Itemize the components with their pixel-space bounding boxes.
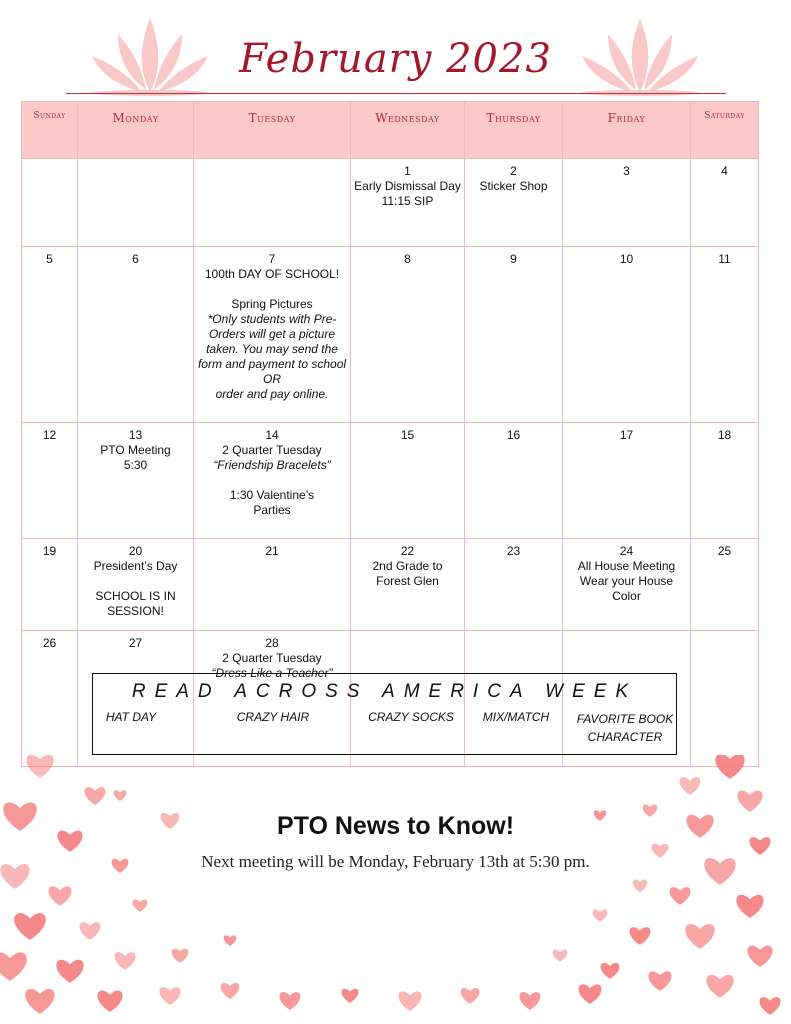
day-number: 28 <box>265 636 279 650</box>
day-number: 24 <box>619 544 634 558</box>
heart-shape <box>114 790 127 801</box>
event-text: *Only students with Pre- Orders will get a picture taken. You may send the form and payment to school OR order and pay online. <box>197 312 347 401</box>
day-cell <box>78 423 194 539</box>
week-row <box>22 539 759 631</box>
event-text: “Dress Like a Teacher” <box>211 666 333 680</box>
day-number: 21 <box>265 544 279 558</box>
heart-shape <box>159 987 180 1005</box>
weekday-monday: Monday <box>78 102 194 159</box>
heart-shape <box>629 927 650 945</box>
day-cell <box>22 539 78 631</box>
event-text: PTO Meeting 5:30 <box>100 443 171 472</box>
week-row <box>22 247 759 423</box>
day-number: 4 <box>721 164 728 178</box>
day-cell <box>351 423 465 539</box>
calendar-grid <box>21 101 759 767</box>
day-cell <box>563 539 691 631</box>
weekday-header-row <box>22 102 759 159</box>
heart-shape <box>114 952 135 970</box>
day-number: 2 <box>510 164 517 178</box>
raa-item-crazy-socks: CRAZY SOCKS <box>368 710 454 724</box>
heart-shape <box>26 755 53 778</box>
heart-shape <box>172 949 189 963</box>
event-text: 1:30 Valentine’s Parties <box>229 488 315 517</box>
heart-shape <box>737 791 762 812</box>
day-number: 3 <box>623 164 630 178</box>
day-number: 26 <box>42 636 57 650</box>
day-number: 8 <box>404 252 411 266</box>
day-cell <box>351 539 465 631</box>
day-number: 7 <box>268 252 276 266</box>
weekday-saturday: Saturday <box>691 102 759 159</box>
event-text: “Friendship Bracelets” <box>213 458 331 472</box>
heart-shape <box>593 909 608 921</box>
day-number: 23 <box>506 544 521 558</box>
heart-shape <box>685 924 714 949</box>
heart-shape <box>56 960 83 983</box>
day-cell <box>691 631 759 767</box>
day-number: 12 <box>42 428 57 442</box>
weekday-wednesday: Wednesday <box>351 102 465 159</box>
day-cell <box>691 539 759 631</box>
heart-shape <box>633 879 648 891</box>
day-number: 15 <box>400 428 415 442</box>
day-number: 13 <box>128 428 143 442</box>
heart-shape <box>0 952 27 980</box>
heart-shape <box>679 777 700 795</box>
event-text: President’s Day SCHOOL IS IN SESSION! <box>93 559 178 618</box>
heart-shape <box>553 949 568 961</box>
day-number: 18 <box>717 428 732 442</box>
day-cell <box>691 247 759 423</box>
day-number: 10 <box>619 252 634 266</box>
heart-shape <box>25 989 54 1014</box>
day-number: 6 <box>132 252 139 266</box>
raa-item-mix-match: MIX/MATCH <box>482 710 550 724</box>
event-text: 2 Quarter Tuesday <box>222 443 322 457</box>
day-number: 1 <box>404 164 411 178</box>
heart-shape <box>669 887 690 905</box>
day-cell <box>22 159 78 247</box>
heart-shape <box>578 984 601 1004</box>
week-row <box>22 159 759 247</box>
day-cell <box>691 423 759 539</box>
page-title: February 2023 <box>239 36 552 82</box>
heart-shape <box>84 787 105 805</box>
heart-shape <box>279 992 300 1010</box>
heart-shape <box>133 899 148 911</box>
day-number: 27 <box>128 636 143 650</box>
heart-shape <box>461 988 480 1004</box>
event-text: 2nd Grade to Forest Glen <box>372 559 443 588</box>
day-number: 9 <box>510 252 517 266</box>
heart-shape <box>715 755 744 779</box>
day-cell <box>351 247 465 423</box>
heart-shape <box>221 983 240 999</box>
event-text: Sticker Shop <box>479 179 548 193</box>
day-cell <box>465 247 563 423</box>
title-divider <box>66 93 726 94</box>
weekday-friday: Friday <box>563 102 691 159</box>
day-number: 20 <box>128 544 143 558</box>
read-across-america-title: READ ACROSS AMERICA WEEK <box>131 681 638 702</box>
day-number: 19 <box>42 544 57 558</box>
event-text: All House Meeting Wear your House Color <box>577 559 676 603</box>
heart-shape <box>759 997 780 1015</box>
day-cell <box>563 247 691 423</box>
day-number: 25 <box>717 544 732 558</box>
day-number: 11 <box>718 252 731 266</box>
day-cell <box>194 423 351 539</box>
day-cell <box>465 423 563 539</box>
day-cell <box>351 159 465 247</box>
heart-shape <box>224 935 237 946</box>
day-cell <box>78 159 194 247</box>
day-cell <box>194 247 351 423</box>
day-number: 5 <box>46 252 53 266</box>
heart-shape <box>342 989 359 1003</box>
weekday-thursday: Thursday <box>465 102 563 159</box>
heart-shape <box>519 992 540 1010</box>
day-cell <box>22 247 78 423</box>
day-cell <box>465 539 563 631</box>
day-cell <box>563 159 691 247</box>
day-cell <box>22 631 78 767</box>
hearts-decoration <box>0 755 791 1024</box>
week-row <box>22 423 759 539</box>
event-text: Early Dismissal Day 11:15 SIP <box>354 179 461 208</box>
day-number: 16 <box>506 428 521 442</box>
read-across-america-box <box>92 673 677 755</box>
day-cell <box>465 159 563 247</box>
day-cell <box>691 159 759 247</box>
heart-shape <box>736 895 763 918</box>
weekday-sunday: Sunday <box>22 102 78 159</box>
heart-shape <box>97 991 122 1012</box>
day-number: 22 <box>400 544 415 558</box>
heart-shape <box>706 975 733 998</box>
day-cell <box>194 159 351 247</box>
day-number: 17 <box>619 428 634 442</box>
raa-item-favorite-book: FAVORITE BOOK CHARACTER <box>576 712 674 744</box>
raa-item-crazy-hair: CRAZY HAIR <box>236 710 310 724</box>
weekday-tuesday: Tuesday <box>194 102 351 159</box>
raa-item-hat-day: HAT DAY <box>105 710 157 724</box>
news-line: Next meeting will be Monday, February 13th at 5:30 pm. <box>201 852 590 871</box>
day-cell <box>563 423 691 539</box>
day-cell <box>194 539 351 631</box>
day-number: 14 <box>265 428 279 442</box>
heart-shape <box>398 991 421 1011</box>
heart-shape <box>747 946 772 967</box>
heart-shape <box>48 886 71 906</box>
news-title: PTO News to Know! <box>276 812 515 840</box>
day-cell <box>78 247 194 423</box>
heart-shape <box>601 963 620 979</box>
day-cell <box>78 539 194 631</box>
event-text: 2 Quarter Tuesday <box>222 651 322 665</box>
heart-shape <box>79 922 100 940</box>
heart-shape <box>648 971 671 991</box>
day-cell <box>22 423 78 539</box>
event-text: 100th DAY OF SCHOOL! Spring Pictures <box>204 267 340 311</box>
heart-shape <box>14 913 46 940</box>
